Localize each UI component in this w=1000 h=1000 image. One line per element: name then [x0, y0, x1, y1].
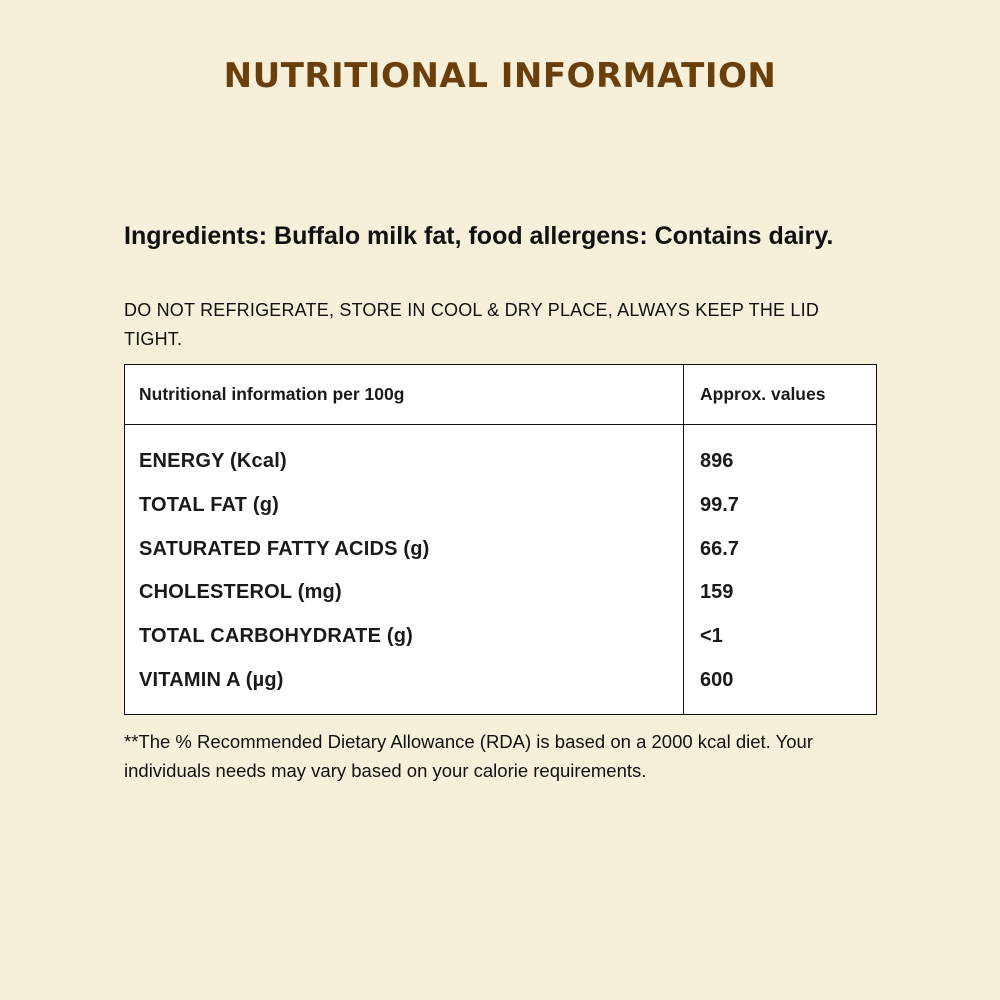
nutrient-value: 896	[700, 450, 734, 472]
rda-footnote: **The % Recommended Dietary Allowance (RDA) is based on a 2000 kcal diet. Your individuals needs may vary based on your calorie requirements.	[124, 731, 813, 781]
table-row	[125, 622, 876, 666]
nutrient-name: SATURATED FATTY ACIDS (g)	[139, 537, 430, 560]
table-body	[125, 447, 876, 710]
nutrient-name: VITAMIN A (µg)	[139, 668, 284, 691]
nutrient-value: 99.7	[700, 493, 739, 516]
storage-instructions: DO NOT REFRIGERATE, STORE IN COOL & DRY PLACE, ALWAYS KEEP THE LID TIGHT.	[124, 300, 820, 349]
nutrient-value: <1	[700, 625, 723, 648]
nutrient-name: CHOLESTEROL (mg)	[139, 581, 342, 604]
nutrient-name: ENERGY (Kcal)	[139, 450, 287, 472]
header-divider	[125, 424, 876, 425]
nutrition-table	[124, 364, 877, 715]
nutrient-value: 600	[700, 668, 734, 691]
nutrient-name: TOTAL FAT (g)	[139, 493, 279, 516]
table-row	[125, 491, 876, 535]
ingredients-text: Ingredients: Buffalo milk fat, food allergens: Contains dairy.	[124, 222, 834, 250]
page-title: NUTRITIONAL INFORMATION	[223, 56, 777, 96]
nutrient-value: 159	[700, 581, 734, 604]
table-row	[125, 535, 876, 579]
header-value: Approx. values	[700, 384, 826, 404]
table-row	[125, 666, 876, 710]
nutrient-value: 66.7	[700, 537, 739, 560]
table-row	[125, 447, 876, 491]
nutrient-name: TOTAL CARBOHYDRATE (g)	[139, 625, 414, 648]
table-row	[125, 578, 876, 622]
header-nutrient: Nutritional information per 100g	[139, 384, 405, 404]
